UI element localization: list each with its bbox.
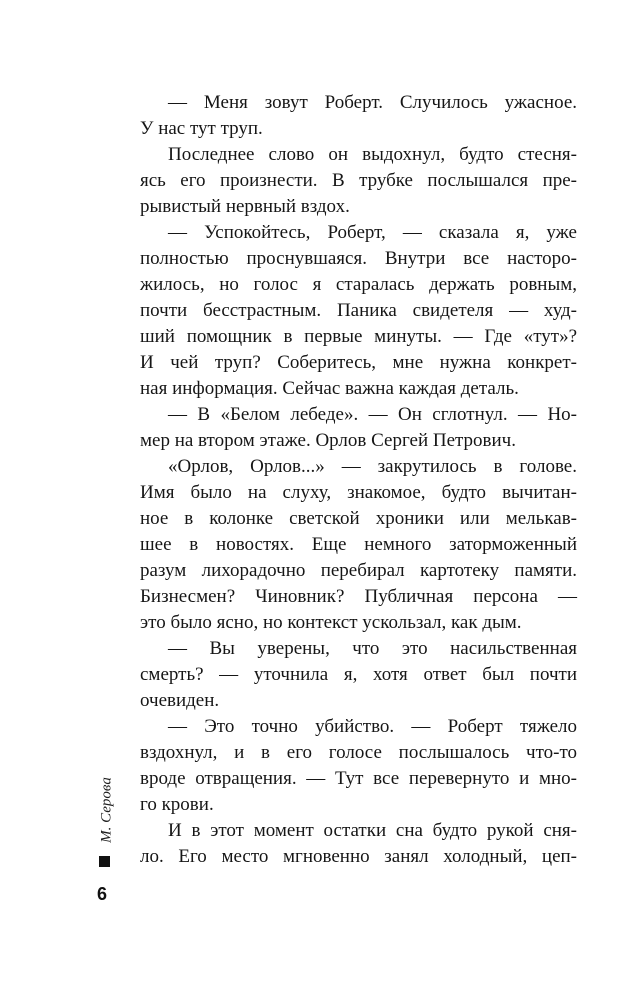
text-line: И чей труп? Соберитесь, мне нужна конкрет- [140,352,577,373]
page-margin-sidebar [0,0,130,1000]
text-line: — Вы уверены, что это насильственная [168,638,577,659]
text-line: — Меня зовут Роберт. Случилось ужасное. [168,92,577,113]
text-line: смерть? — уточнила я, хотя ответ был почти [140,664,577,685]
text-line: Последнее слово он выдохнул, будто стесня- [168,144,577,165]
text-line: вздохнул, и в его голосе послышалось что-то [140,742,577,763]
text-line: «Орлов, Орлов...» — закрутилось в голове. [168,456,577,477]
text-line: вроде отвращения. — Тут все перевернуто и мно- [140,768,577,789]
text-line: У нас тут труп. [140,118,263,139]
text-line: разум лихорадочно перебирал картотеку памяти. [140,560,577,581]
text-line: — Это точно убийство. — Роберт тяжело [168,716,577,737]
series-square-marker [99,856,110,867]
text-line: мер на втором этаже. Орлов Сергей Петрович. [140,430,516,451]
text-line: очевиден. [140,690,220,711]
text-line: почти бесстрастным. Паника свидетеля — худ- [140,300,577,321]
author-name-vertical: М. Серова [98,777,115,843]
text-line: — Успокойтесь, Роберт, — сказала я, уже [168,222,577,243]
text-line: это было ясно, но контекст ускользал, как дым. [140,612,522,633]
text-line: Имя было на слуху, знакомое, будто вычитан- [140,482,577,503]
text-line: го крови. [140,794,214,815]
text-line: ное в колонке светской хроники или мелькав- [140,508,577,529]
text-line: жилось, но голос я старалась держать ровным, [140,274,577,295]
text-line: Бизнесмен? Чиновник? Публичная персона — [140,586,577,607]
text-line: рывистый нервный вздох. [140,196,350,217]
page-text [140,90,577,870]
text-line: ная информация. Сейчас важна каждая деталь. [140,378,519,399]
text-line: И в этот момент остатки сна будто рукой сня- [168,820,577,841]
text-line: — В «Белом лебеде». — Он сглотнул. — Но- [168,404,577,425]
text-line: полностью проснувшаяся. Внутри все насторо- [140,248,577,269]
page-number: 6 [97,884,108,904]
text-line: ясь его произнести. В трубке послышался пре- [140,170,577,191]
text-line: шее в новостях. Еще немного заторможенный [140,534,577,555]
text-line: ший помощник в первые минуты. — Где «тут»? [140,326,577,347]
text-line: ло. Его место мгновенно занял холодный, цеп- [140,846,577,867]
